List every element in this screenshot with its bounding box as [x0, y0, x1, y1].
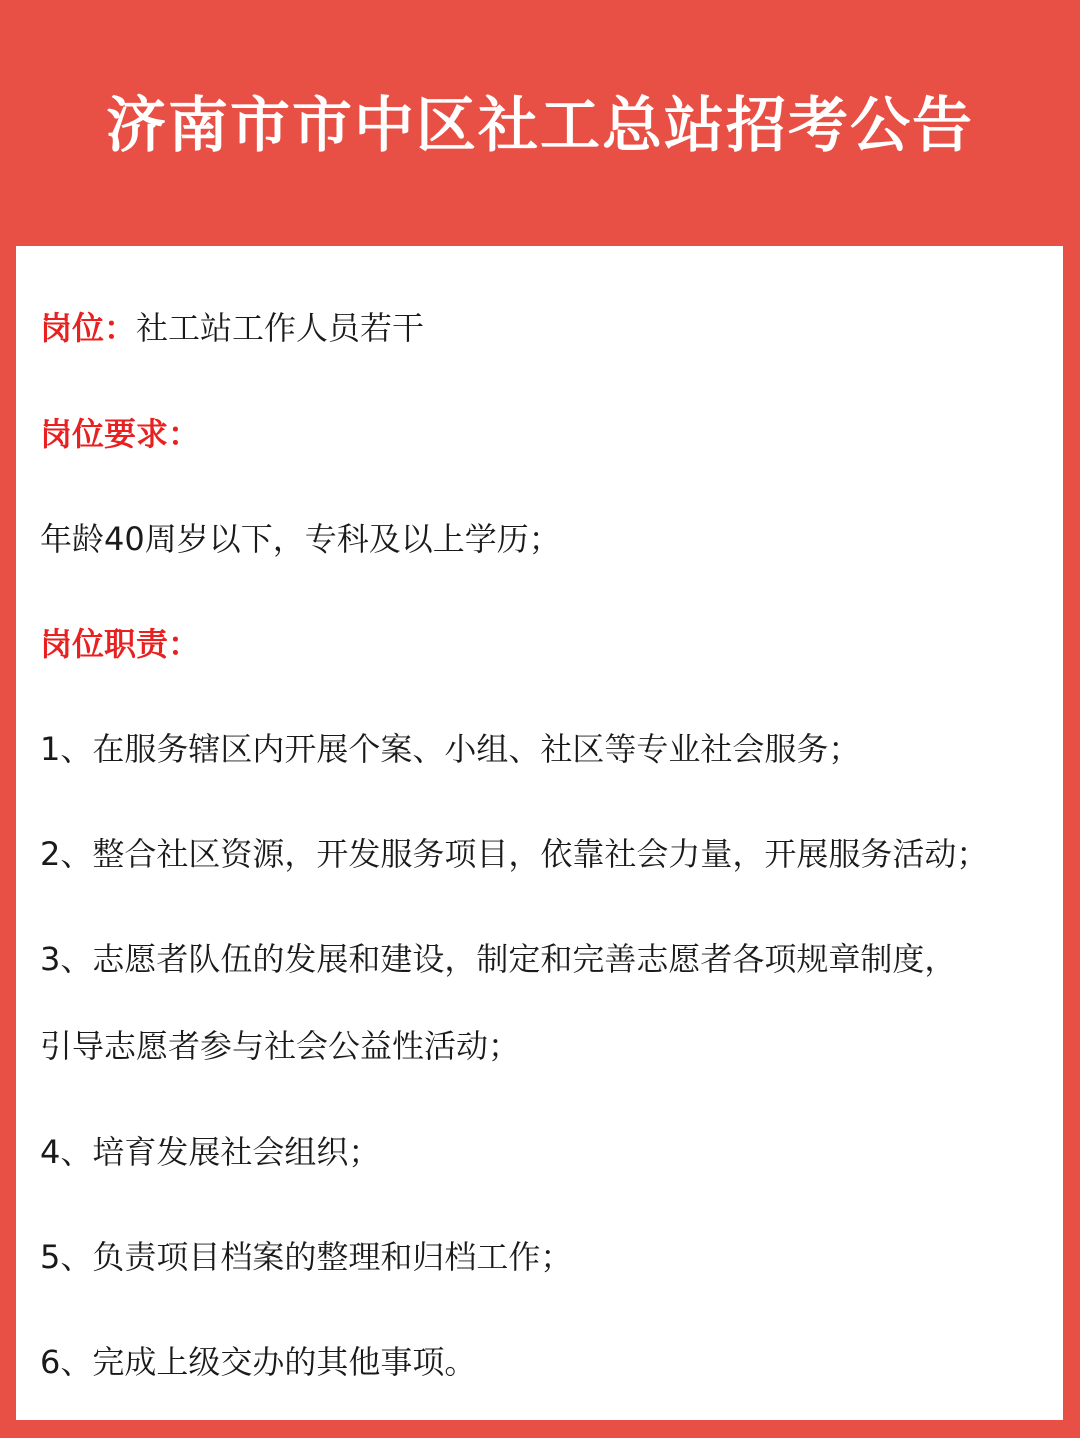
content-card	[16, 246, 1063, 1420]
duties-heading: 岗位职责：	[40, 625, 201, 663]
position-value: 社工站工作人员若干	[136, 309, 425, 347]
duty-item: 1、在服务辖区内开展个案、小组、社区等专业社会服务；	[40, 730, 861, 768]
duty-item: 6、完成上级交办的其他事项。	[40, 1343, 477, 1381]
duty-item: 4、培育发展社会组织；	[40, 1133, 381, 1171]
requirements-heading: 岗位要求：	[40, 415, 201, 453]
page-title: 济南市市中区社工总站招考公告	[106, 91, 974, 161]
duty-item: 5、负责项目档案的整理和归档工作；	[40, 1238, 573, 1276]
header-banner	[0, 0, 1080, 246]
duty-item-continued: 引导志愿者参与社会公益性活动；	[40, 1027, 521, 1065]
requirements-text: 年龄40周岁以下，专科及以上学历；	[40, 520, 561, 558]
position-row	[40, 308, 424, 348]
duty-item: 2、整合社区资源，开发服务项目，依靠社会力量，开展服务活动；	[40, 835, 989, 873]
position-label: 岗位：	[40, 309, 137, 347]
duty-item: 3、志愿者队伍的发展和建设，制定和完善志愿者各项规章制度，	[40, 940, 957, 978]
